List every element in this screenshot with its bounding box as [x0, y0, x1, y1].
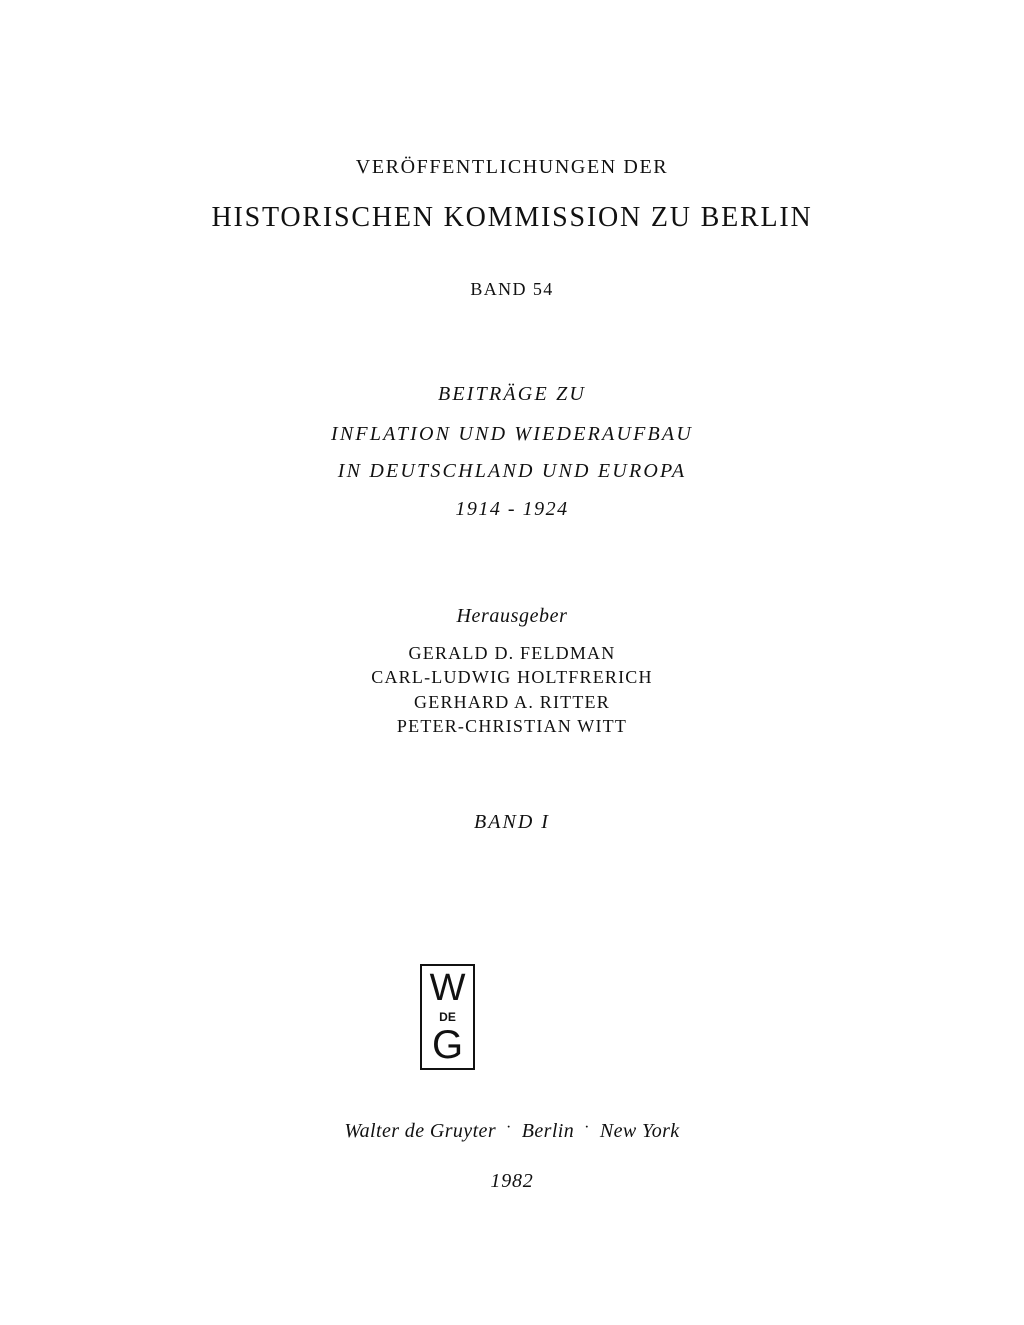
city-berlin: Berlin: [521, 1120, 575, 1142]
series-volume: BAND 54: [470, 279, 554, 299]
book-title-line-2: INFLATION UND WIEDERAUFBAU: [331, 423, 693, 445]
logo-letter-g: G: [431, 1023, 464, 1067]
book-title-line-1: BEITRÄGE ZU: [437, 383, 587, 405]
editor-name: GERHARD A. RITTER: [414, 692, 610, 712]
publication-year: 1982: [490, 1170, 534, 1192]
editor-name: GERALD D. FELDMAN: [408, 643, 616, 663]
book-years: 1914 - 1924: [455, 498, 569, 520]
book-title-line-3: IN DEUTSCHLAND UND EUROPA: [337, 460, 687, 482]
imprint-line: [0, 1120, 1024, 1143]
part-number: BAND I: [474, 811, 550, 833]
publisher-name: Walter de Gruyter: [344, 1120, 497, 1142]
editor-name: CARL-LUDWIG HOLTFRERICH: [371, 667, 653, 687]
commission-name: HISTORISCHEN KOMMISSION ZU BERLIN: [211, 202, 813, 233]
separator-dot: ·: [584, 1119, 590, 1136]
separator-dot: ·: [506, 1119, 512, 1136]
series-prefix: VERÖFFENTLICHUNGEN DER: [355, 156, 669, 178]
city-new-york: New York: [599, 1120, 680, 1142]
publisher-logo: [420, 964, 475, 1070]
editors-label: Herausgeber: [456, 605, 568, 627]
logo-letter-w: W: [429, 967, 466, 1009]
logo-letters-de: DE: [439, 1010, 456, 1024]
editor-name: PETER-CHRISTIAN WITT: [396, 716, 628, 736]
